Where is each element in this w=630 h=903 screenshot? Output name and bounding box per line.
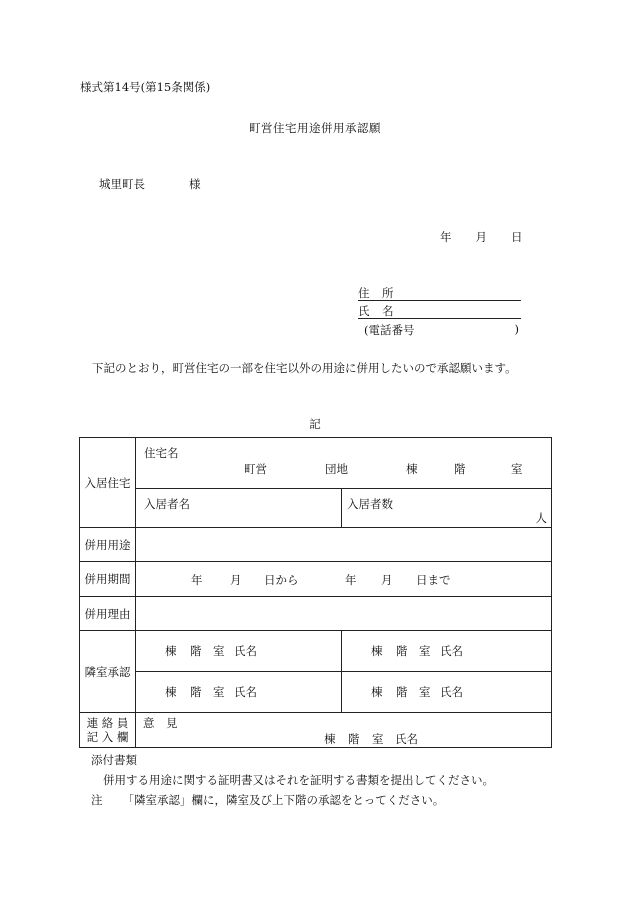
phone-close-paren: ) [514,322,519,336]
reason-cell[interactable] [136,597,552,631]
neighbor-kai: 階 [190,685,202,699]
date-line [440,229,523,245]
period-from-month: 月 [230,573,242,587]
resident-name-label: 入居者名 [144,497,190,511]
neighbor-shimei: 氏名 [440,644,463,658]
addressee-honorific: 様 [189,177,201,191]
liaison-tou: 棟 [324,732,336,746]
form-number: 様式第14号(第15条関係) [80,80,211,94]
note-label: 注 [91,793,103,807]
housing-tou: 棟 [406,462,418,476]
neighbor-shitsu: 室 [213,644,225,658]
neighbor-kai: 階 [396,644,408,658]
liaison-opinion-label: 意 見 [143,716,178,730]
page-title: 町営住宅用途併用承認願 [249,121,381,135]
period-from-year: 年 [191,573,203,587]
period-to-month: 月 [381,573,393,587]
period-to-day: 日まで [416,573,451,587]
neighbor-shimei: 氏名 [440,685,463,699]
ki-heading: 記 [309,417,321,431]
housing-name-cell[interactable] [136,438,552,489]
resident-count-cell[interactable] [342,489,552,528]
liaison-label-line1: 連 絡 員 [86,716,129,730]
usage-cell[interactable] [136,528,552,562]
addressee [99,176,201,192]
request-text: 下記のとおり，町営住宅の一部を住宅以外の用途に併用したいので承認願います。 [92,361,517,375]
neighbor-kai: 階 [190,644,202,658]
neighbor-cell-3[interactable] [136,672,342,713]
date-year: 年 [440,230,452,244]
neighbor-shitsu: 室 [419,644,431,658]
liaison-shitsu: 室 [372,732,384,746]
applicant-address-field[interactable] [358,285,521,301]
period-label: 併用期間 [80,562,136,597]
phone-label: (電話番号 [364,323,415,337]
neighbor-shitsu: 室 [419,685,431,699]
addressee-name: 城里町長 [99,177,145,191]
name-label-2: 名 [382,304,394,318]
neighbor-shimei: 氏名 [234,685,257,699]
housing-shitsu: 室 [511,462,523,476]
attachment-text: 併用する用途に関する証明書又はそれを証明する書類を提出してください。 [103,773,494,787]
neighbor-tou: 棟 [165,685,177,699]
neighbor-tou: 棟 [371,644,383,658]
resident-count-label: 入居者数 [347,497,393,511]
neighbor-cell-2[interactable] [342,631,552,672]
name-label-1: 氏 [358,304,370,318]
liaison-cell[interactable] [136,713,552,748]
address-label-2: 所 [382,286,394,300]
reason-label: 併用理由 [80,597,136,631]
period-from-day: 日から [264,573,299,587]
liaison-shimei: 氏名 [395,732,418,746]
note-text: 「隣室承認」欄に，隣室及び上下階の承認をとってください。 [122,793,445,807]
liaison-kai: 階 [348,732,360,746]
neighbor-tou: 棟 [165,644,177,658]
application-table [79,437,552,748]
neighbor-shitsu: 室 [213,685,225,699]
resident-name-cell[interactable] [136,489,342,528]
applicant-phone-field[interactable] [364,322,519,338]
attachment-title: 添付書類 [91,753,137,767]
housing-name-label: 住宅名 [144,446,179,460]
neighbor-cell-4[interactable] [342,672,552,713]
liaison-label-line2: 記 入 欄 [86,730,129,744]
notes [91,750,494,810]
address-label-1: 住 [358,286,370,300]
housing-danchi: 団地 [325,462,348,476]
liaison-label [80,713,136,748]
date-month: 月 [475,230,487,244]
applicant-name-field[interactable] [358,303,521,319]
housing-town: 町営 [244,462,267,476]
neighbor-cell-1[interactable] [136,631,342,672]
housing-kai: 階 [454,462,466,476]
residence-label: 入居住宅 [80,438,136,528]
resident-count-unit: 人 [535,511,547,525]
neighbor-shimei: 氏名 [234,644,257,658]
date-day: 日 [511,230,523,244]
neighbor-tou: 棟 [371,685,383,699]
neighbor-label: 隣室承認 [80,631,136,713]
period-cell[interactable] [136,562,552,597]
neighbor-kai: 階 [396,685,408,699]
usage-label: 併用用途 [80,528,136,562]
note-line [91,790,494,810]
period-to-year: 年 [345,573,357,587]
